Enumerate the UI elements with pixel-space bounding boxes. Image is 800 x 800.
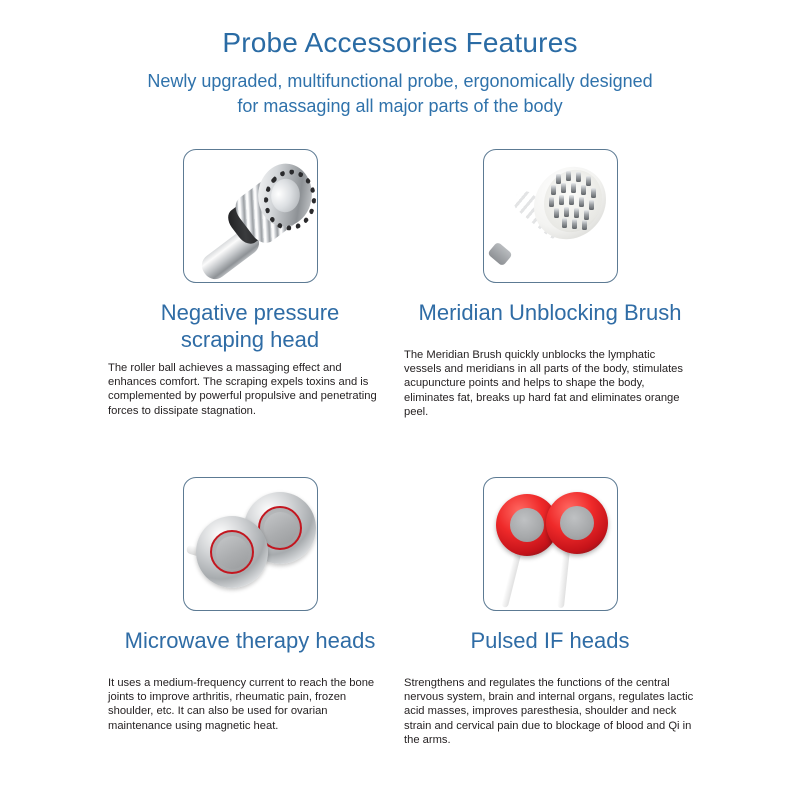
microwave-therapy-heads-photo: [183, 477, 318, 611]
feature-card-microwave-therapy-heads: [100, 477, 400, 747]
meridian-brush-illustration: [484, 150, 617, 282]
brush-pin: [554, 208, 559, 218]
brush-pin: [551, 185, 556, 195]
microwave-center-disc-shape: [216, 536, 249, 569]
brush-pin: [582, 220, 587, 230]
feature-grid: [0, 149, 800, 747]
feature-title-line-2: scraping head: [180, 327, 320, 352]
brush-pin: [562, 218, 567, 228]
pulsed-if-cable-shape: [500, 548, 521, 608]
feature-description-pulsed-if-heads: Strengthens and regulates the functions of the central nervous system, brain and internal organs, regulates lactic acid masses, improves paresthesia, shoulder and neck strain and cervical pain due to blockage of blood and Qi in the arms.: [404, 677, 694, 746]
microwave-center-disc-shape: [264, 512, 297, 545]
feature-title-negative-pressure-scraping-head: [100, 299, 400, 353]
feature-card-pulsed-if-heads: [400, 477, 700, 747]
feature-card-negative-pressure-scraping-head: [100, 149, 400, 419]
brush-pin: [589, 200, 594, 210]
feature-card-meridian-unblocking-brush: [400, 149, 700, 419]
feature-image-wrap: [400, 149, 700, 283]
brush-connector-shape: [487, 241, 513, 266]
page-title: Probe Accessories Features: [222, 27, 578, 58]
pulsed-if-center-disc-shape: [510, 508, 544, 542]
brush-pin: [549, 197, 554, 207]
pulsed-if-center-disc-shape: [560, 506, 594, 540]
feature-title-line-1: Negative pressure: [160, 300, 340, 325]
scraping-head-illustration: [184, 150, 317, 282]
brush-pin: [576, 172, 581, 182]
brush-pin: [584, 210, 589, 220]
feature-title-microwave-therapy-heads: Microwave therapy heads: [124, 628, 376, 654]
brush-pin: [586, 176, 591, 186]
brush-pin: [591, 188, 596, 198]
pulsed-if-cable-shape: [556, 548, 569, 608]
feature-image-wrap: [100, 149, 400, 283]
pulsed-if-heads-photo: [483, 477, 618, 611]
feature-title-meridian-unblocking-brush: Meridian Unblocking Brush: [418, 300, 682, 325]
brush-pin: [569, 195, 574, 205]
negative-pressure-scraping-head-photo: [183, 149, 318, 283]
page-header: [0, 0, 800, 119]
brush-pin: [579, 197, 584, 207]
brush-pin: [571, 183, 576, 193]
brush-pin: [556, 174, 561, 184]
feature-description-negative-pressure-scraping-head: The roller ball achieves a massaging effect and enhances comfort. The scraping expels toxins and is complemented by powerful propulsive and penetrating forces to dissipate stagnation.: [108, 362, 377, 417]
page-subtitle: Newly upgraded, multifunctional probe, ergonomically designed for massaging all major parts of the body: [147, 71, 653, 116]
meridian-unblocking-brush-photo: [483, 149, 618, 283]
feature-description-microwave-therapy-heads: It uses a medium-frequency current to reach the bone joints to improve arthritis, rheumatic pain, frozen shoulder, etc. It can also be used for ovarian maintenance using magnetic heat.: [108, 677, 375, 732]
brush-pin: [564, 207, 569, 217]
brush-pin: [581, 185, 586, 195]
feature-image-wrap: [400, 477, 700, 611]
feature-title-pulsed-if-heads: Pulsed IF heads: [470, 628, 630, 654]
brush-pin: [566, 171, 571, 181]
microwave-heads-illustration: [184, 478, 317, 610]
feature-description-meridian-unblocking-brush: The Meridian Brush quickly unblocks the lymphatic vessels and meridians in all parts of the body, stimulates acupuncture points and helps to shape the body, eliminates fat, breaks up hard fat and eliminates orange peel.: [404, 349, 683, 418]
brush-pin: [572, 219, 577, 229]
brush-pin: [561, 183, 566, 193]
pulsed-if-heads-illustration: [484, 478, 617, 610]
feature-image-wrap: [100, 477, 400, 611]
brush-pin: [559, 195, 564, 205]
brush-pin: [574, 208, 579, 218]
